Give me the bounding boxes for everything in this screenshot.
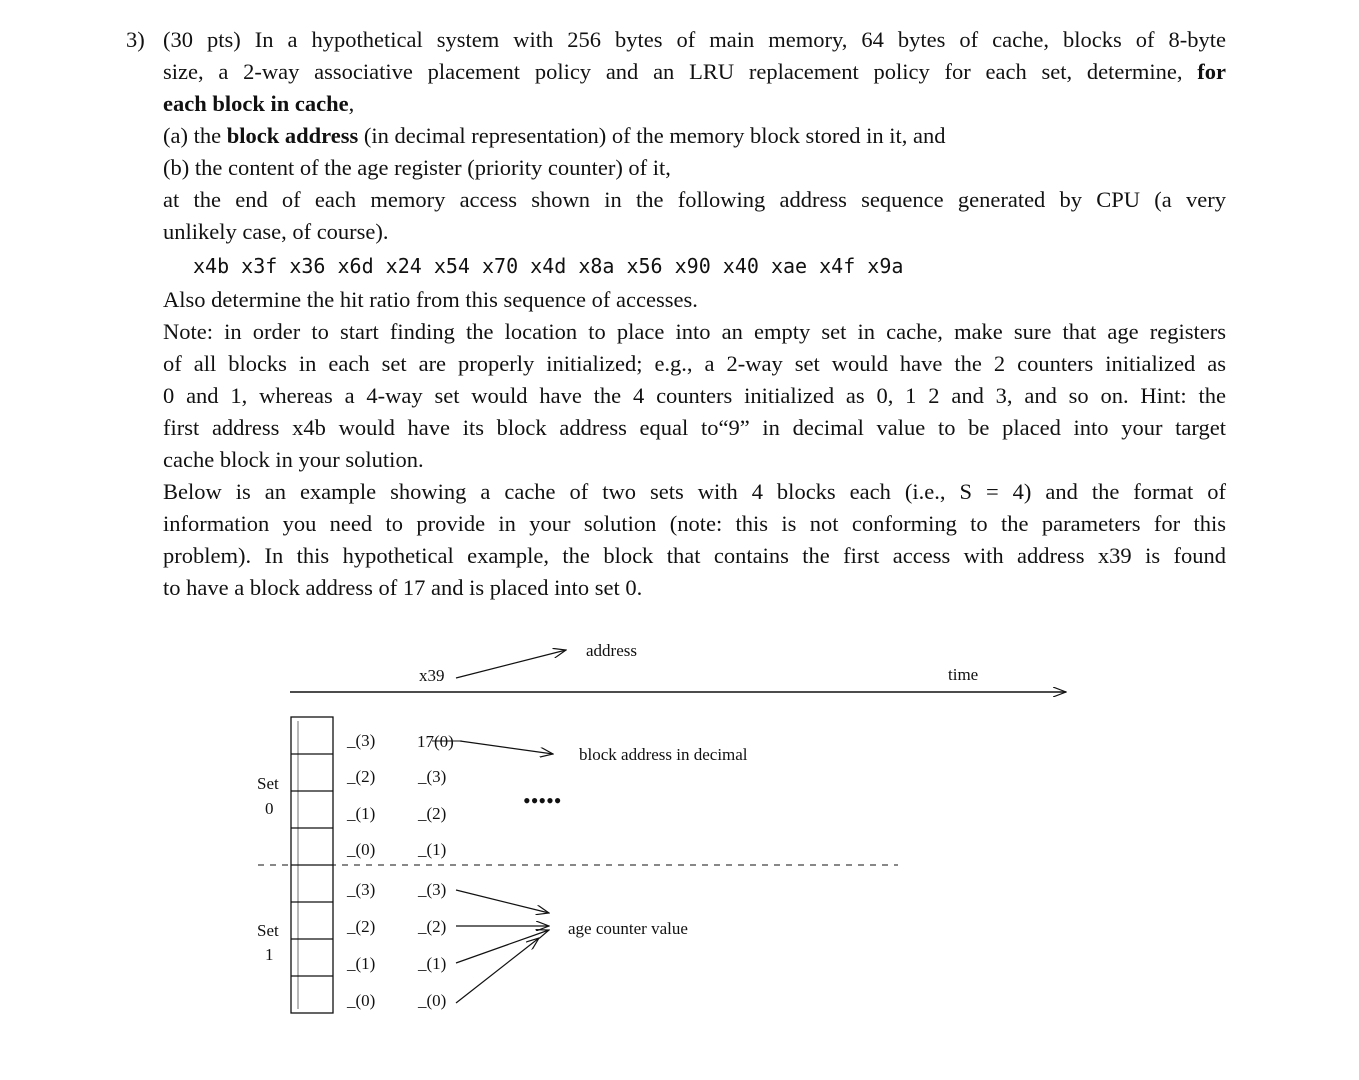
text-line: cache block in your solution.	[163, 447, 424, 472]
age-entry: _(2)	[347, 917, 376, 936]
bold-text: for	[1197, 59, 1227, 84]
age-counter-label: age counter value	[568, 919, 688, 938]
text-line: of all blocks in each set are properly initialized; e.g., a 2-way set would have the 2 counters initialized as	[163, 351, 1226, 376]
block-address-entry: 17(0)	[417, 732, 454, 751]
age-entry: _(1)	[418, 954, 447, 973]
age-entry: _(3)	[418, 767, 447, 786]
set1-label: Set	[257, 921, 279, 940]
bold-text: each block in cache	[163, 91, 349, 116]
age-entry: _(0)	[347, 991, 376, 1010]
age-counter-arrows	[456, 890, 549, 1003]
age-entry: _(2)	[418, 917, 447, 936]
text-line: 0 and 1, whereas a 4-way set would have the 4 counters initialized as 0, 1 2 and 3, and so on. Hint: the	[163, 383, 1226, 408]
column-2	[417, 732, 462, 1010]
text-span: size, a 2-way associative placement policy and an LRU replacement policy for each set, determine,	[163, 59, 1183, 84]
text-span: ,	[348, 91, 355, 116]
age-entry: _(0)	[418, 991, 447, 1010]
text-line: to have a block address of 17 and is placed into set 0.	[163, 575, 643, 600]
text-line: information you need to provide in your solution (note: this is not conforming to the parameters for this	[163, 511, 1226, 536]
set0-label: Set	[257, 774, 279, 793]
age-arrow	[456, 930, 549, 963]
text-line: Note: in order to start finding the location to place into an empty set in cache, make sure that age registers	[163, 319, 1226, 344]
first-access-label: x39	[419, 666, 445, 685]
age-arrow	[456, 890, 549, 913]
text-span: (in decimal representation) of the memory block stored in it, and	[358, 123, 946, 148]
age-entry: _(2)	[347, 767, 376, 786]
age-entry: _(3)	[347, 880, 376, 899]
column-1	[346, 731, 375, 1010]
text-line: at the end of each memory access shown in the following address sequence generated by CPU (a very	[163, 187, 1226, 212]
age-entry: _(1)	[347, 804, 376, 823]
age-entry: _(1)	[418, 840, 447, 859]
text-line: first address x4b would have its block address equal to“9” in decimal value to be placed into your target	[163, 415, 1226, 440]
text-span: (a) the	[163, 123, 227, 148]
block-address-label: block address in decimal	[579, 745, 748, 764]
text-line: Also determine the hit ratio from this sequence of accesses.	[163, 287, 698, 312]
bold-text: block address	[226, 123, 359, 148]
address-label: address	[586, 641, 637, 660]
ellipsis: •••••	[523, 788, 562, 813]
age-entry: _(1)	[347, 954, 376, 973]
problem-number: 3)	[126, 27, 145, 52]
age-entry: _(3)	[418, 880, 447, 899]
text-line: (b) the content of the age register (priority counter) of it,	[163, 155, 671, 180]
text-line: (30 pts) In a hypothetical system with 256 bytes of main memory, 64 bytes of cache, blocks of 8-byte	[163, 27, 1226, 52]
address-sequence: x4b x3f x36 x6d x24 x54 x70 x4d x8a x56 x90 x40 xae x4f x9a	[193, 254, 904, 278]
age-entry: _(3)	[347, 731, 376, 750]
block-address-arrow	[460, 741, 553, 754]
set1-number: 1	[265, 945, 274, 964]
text-line: unlikely case, of course).	[163, 219, 389, 244]
text-line: Below is an example showing a cache of two sets with 4 blocks each (i.e., S = 4) and the format of	[163, 479, 1226, 504]
text-line: problem). In this hypothetical example, the block that contains the first access with address x39 is found	[163, 543, 1226, 568]
time-label: time	[948, 665, 979, 684]
set0-number: 0	[265, 799, 274, 818]
age-entry: _(2)	[418, 804, 447, 823]
address-arrow	[456, 650, 566, 678]
age-entry: _(0)	[347, 840, 376, 859]
